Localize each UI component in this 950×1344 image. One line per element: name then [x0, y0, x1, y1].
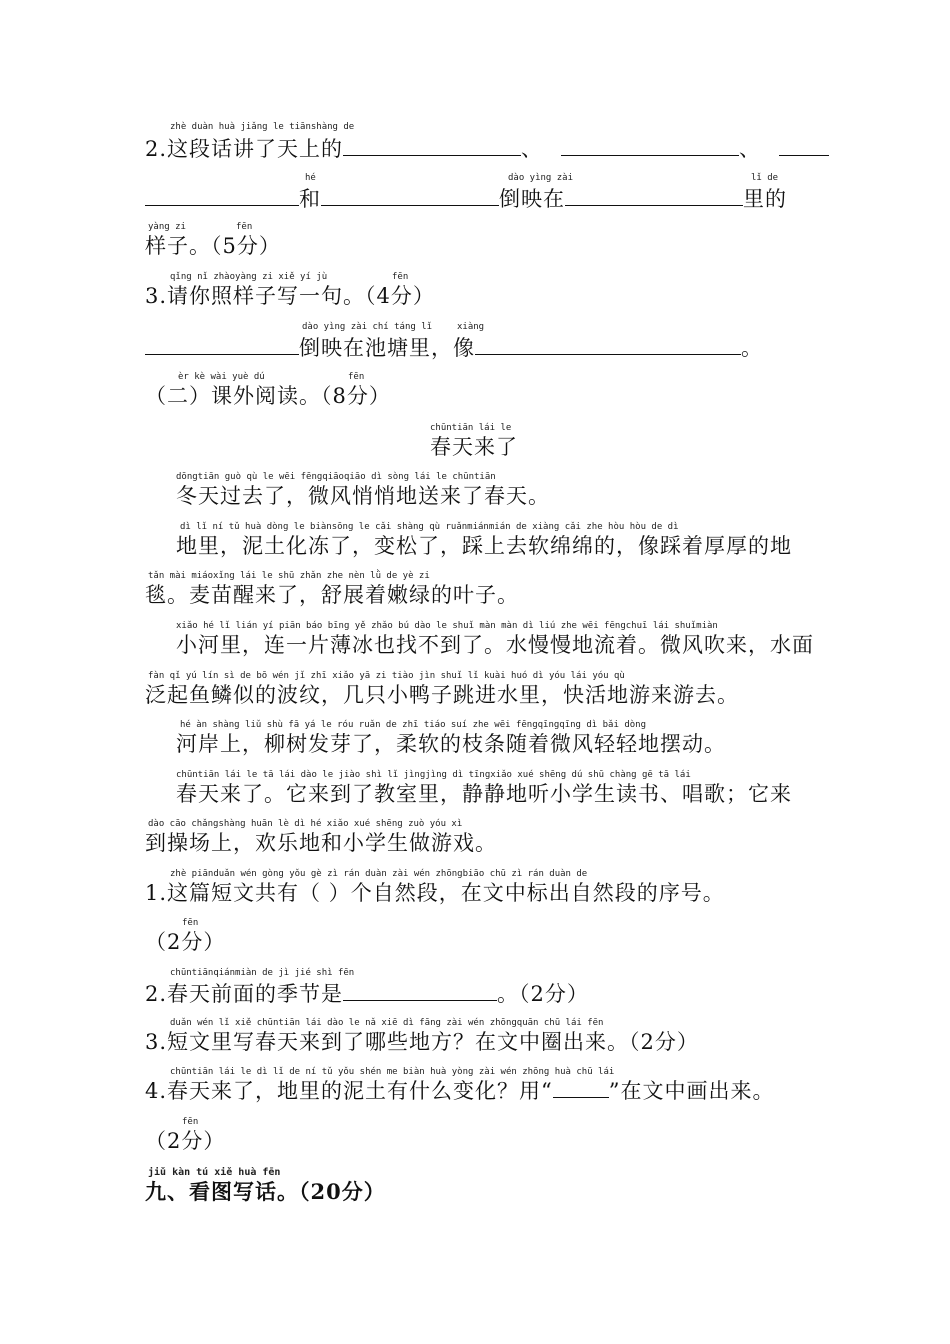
answer-blank[interactable]	[343, 137, 521, 156]
answer-blank[interactable]	[145, 336, 299, 355]
pinyin-p3a: xiǎo hé lǐ lián yí piān báo bīng yě zhǎo bú dào le shuǐ màn màn dì liú zhe wēi fēngchuī lái shuǐmiàn	[176, 621, 718, 631]
section-9-heading: 九、看图写话。（20分）	[145, 1179, 386, 1204]
q3-line2	[145, 336, 763, 359]
pinyin-p5b: dào cāo chǎngshàng huān lè dì hé xiǎo xué shēng zuò yóu xì	[148, 819, 463, 829]
section-2-heading: （二）课外阅读。（8分）	[145, 384, 391, 408]
pinyin-p2a: dì lǐ ní tǔ huà dòng le biànsōng le cǎi shàng qù ruǎnmiánmián de xiàng cǎi zhe hòu hòu de dì	[180, 522, 679, 532]
paragraph-1: 冬天过去了，微风悄悄地送来了春天。	[176, 484, 550, 508]
q3b-text: 倒映在池塘里，像	[299, 336, 475, 360]
pinyin-fen: fēn	[392, 272, 409, 282]
pinyin-xiang: xiàng	[457, 322, 485, 332]
answer-blank[interactable]	[565, 187, 743, 206]
pinyin-fen: fēn	[182, 1117, 199, 1127]
pinyin-q3b: dào yìng zài chí táng lǐ	[302, 322, 433, 332]
answer-blank[interactable]	[145, 187, 299, 206]
answer-blank[interactable]	[321, 187, 499, 206]
he-text: 和	[299, 187, 321, 211]
subq-4	[145, 1081, 775, 1102]
underline-sample	[553, 1083, 609, 1098]
answer-blank[interactable]	[475, 336, 741, 355]
pinyin-li: lǐ de	[751, 173, 779, 183]
subq-3: 3.短文里写春天来到了哪些地方？在文中圈出来。（2分）	[145, 1030, 699, 1054]
answer-blank[interactable]	[343, 982, 497, 1001]
pinyin-dao: dào yìng zài	[508, 173, 574, 183]
paragraph-2-line2: 毯。麦苗醒来了，舒展着嫩绿的叶子。	[145, 583, 519, 607]
subq-4-text: 4.春天来了，地里的泥土有什么变化？用“	[145, 1079, 553, 1103]
pinyin-q3: qǐng nǐ zhàoyàng zi xiě yí jù	[170, 272, 328, 282]
q3-text: 3.请你照样子写一句。（4分）	[145, 284, 435, 308]
sep: 、	[739, 137, 762, 161]
paragraph-4: 河岸上，柳树发芽了，柔软的枝条随着微风轻轻地摆动。	[176, 732, 726, 756]
pinyin-p2b: tǎn mài miáoxǐng lái le shū zhǎn zhe nèn lǜ de yè zi	[148, 571, 430, 581]
pinyin-sq2: chūntiānqiánmiàn de jì jié shì fēn	[170, 968, 355, 978]
paragraph-3-line2: 泛起鱼鳞似的波纹，几只小鸭子跳进水里，快活地游来游去。	[145, 683, 739, 707]
paragraph-5-line2: 到操场上，欢乐地和小学生做游戏。	[145, 831, 497, 855]
subq-1-score: （2分）	[145, 930, 226, 954]
paragraph-2-line1: 地里，泥土化冻了，变松了，踩上去软绵绵的，像踩着厚厚的地	[176, 534, 792, 558]
pinyin-sq4: chūntiān lái le dì lǐ de ní tǔ yǒu shén me biàn huà yòng zài wén zhōng huà chū lái	[170, 1067, 615, 1077]
pinyin-p3b: fàn qǐ yú lín sì de bō wén jǐ zhī xiǎo yā zi tiào jìn shuǐ lǐ kuài huó dì yóu lái yóu qù	[148, 671, 625, 681]
paragraph-5-line1: 春天来了。它来到了教室里，静静地听小学生读书、唱歌；它来	[176, 782, 792, 806]
subq-2-text: 2.春天前面的季节是	[145, 982, 344, 1006]
subq-2	[145, 982, 589, 1005]
subq-4-end: ”在文中画出来。	[608, 1079, 775, 1103]
q2-line2	[145, 187, 787, 210]
pinyin-fen: fēn	[236, 222, 253, 232]
passage-title: 春天来了	[430, 435, 518, 459]
pinyin-fen: fēn	[182, 918, 199, 928]
q2-line1	[145, 137, 829, 160]
answer-blank[interactable]	[561, 137, 739, 156]
subq-1: 1.这篇短文共有（ ）个自然段，在文中标出自然段的序号。	[145, 881, 725, 905]
q2-line3: 样子。（5分）	[145, 234, 281, 258]
li-text: 里的	[743, 187, 787, 211]
subq-4-score: （2分）	[145, 1129, 226, 1153]
pinyin-sec2: èr kè wài yuè dú	[178, 372, 265, 382]
dao-text: 倒映在	[499, 187, 565, 211]
pinyin-fen: fēn	[348, 372, 365, 382]
subq-2-end: 。（2分）	[497, 982, 589, 1006]
q3-end: 。	[741, 336, 763, 360]
q2-text: 2.这段话讲了天上的	[145, 137, 344, 161]
pinyin-p1: dōngtiān guò qù le wēi fēngqiāoqiāo dì sòng lái le chūntiān	[176, 472, 496, 482]
sep: 、	[521, 137, 544, 161]
pinyin-sq3: duǎn wén lǐ xiě chūntiān lái dào le nǎ xiē dì fāng zài wén zhōngquān chū lái fēn	[170, 1018, 604, 1028]
answer-blank[interactable]	[779, 137, 829, 156]
pinyin-yz: yàng zi	[148, 222, 186, 232]
pinyin-he: hé	[305, 173, 316, 183]
pinyin-p5a: chūntiān lái le tā lái dào le jiào shì lǐ jìngjìng dì tīngxiǎo xué shēng dú shū chàng gē tā lái	[176, 770, 691, 780]
pinyin-title: chūntiān lái le	[430, 423, 512, 433]
pinyin-p4: hé àn shàng liǔ shù fā yá le róu ruǎn de zhī tiáo suí zhe wēi fēngqīngqīng dì bǎi dòng	[180, 720, 646, 730]
pinyin-q2: zhè duàn huà jiǎng le tiānshàng de	[170, 122, 355, 132]
paragraph-3-line1: 小河里，连一片薄冰也找不到了。水慢慢地流着。微风吹来，水面	[176, 633, 814, 657]
pinyin-sq1: zhè piānduǎn wén gòng yǒu gè zì rán duàn zài wén zhōngbiāo chū zì rán duàn de	[170, 869, 588, 879]
pinyin-sec9: jiǔ kàn tú xiě huà fēn	[148, 1167, 281, 1178]
